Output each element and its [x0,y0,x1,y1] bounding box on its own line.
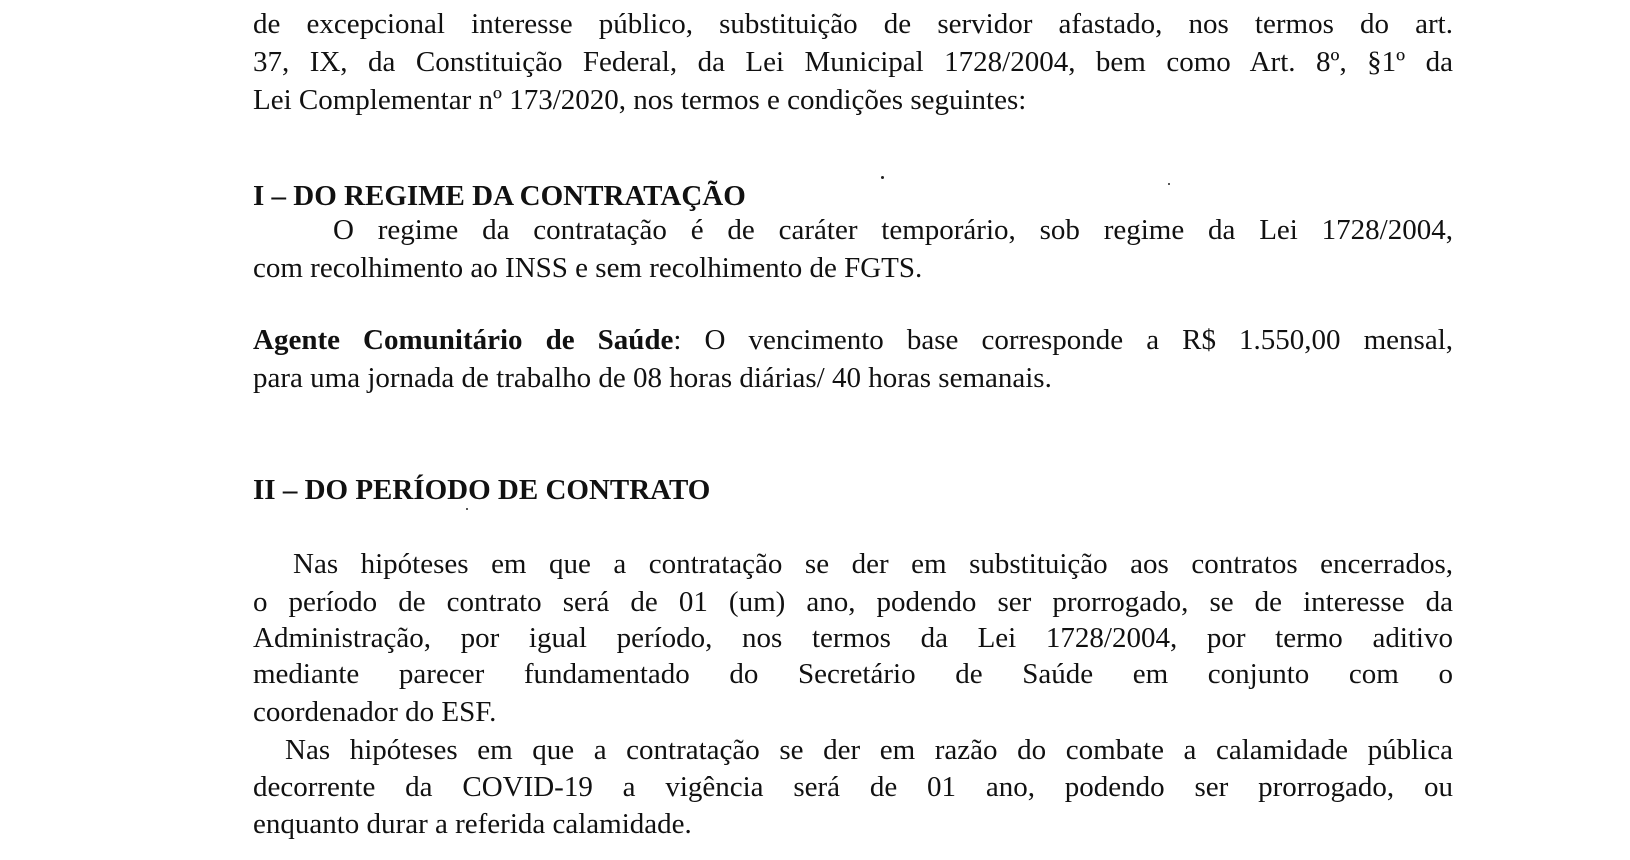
periodo-paragraph1-line-4: mediante parecer fundamentado do Secretário de Saúde em conjunto com o [253,658,1453,690]
agent-paragraph-line-1 [253,326,1453,355]
periodo-paragraph1-line-3: Administração, por igual período, nos termos da Lei 1728/2004, por termo aditivo [253,622,1453,654]
scan-speck [1168,183,1170,185]
periodo-paragraph2-line-3: enquanto durar a referida calamidade. [253,808,692,840]
intro-line-1: de excepcional interesse público, substituição de servidor afastado, nos termos do art. [253,8,1453,40]
regime-paragraph-line-1: O regime da contratação é de caráter temporário, sob regime da Lei 1728/2004, [333,214,1453,246]
agent-text-1: : O vencimento base corresponde a R$ 1.550,00 mensal, [673,324,1453,356]
scan-speck [881,176,884,179]
section-heading-periodo: II – DO PERÍODO DE CONTRATO [253,474,711,506]
periodo-paragraph2-line-1: Nas hipóteses em que a contratação se der em razão do combate a calamidade pública [285,734,1453,766]
document-page [253,0,1453,860]
periodo-paragraph2-line-2: decorrente da COVID-19 a vigência será de 01 ano, podendo ser prorrogado, ou [253,771,1453,803]
regime-paragraph-line-2: com recolhimento ao INSS e sem recolhimento de FGTS. [253,252,923,284]
intro-line-3: Lei Complementar nº 173/2020, nos termos e condições seguintes: [253,84,1027,116]
periodo-paragraph1-line-5: coordenador do ESF. [253,696,497,728]
agent-label: Agente Comunitário de Saúde [253,324,674,356]
agent-paragraph-line-2: para uma jornada de trabalho de 08 horas diárias/ 40 horas semanais. [253,362,1052,394]
scan-speck [466,508,468,510]
section-heading-regime: I – DO REGIME DA CONTRATAÇÃO [253,180,746,212]
periodo-paragraph1-line-1: Nas hipóteses em que a contratação se der em substituição aos contratos encerrados, [293,548,1453,580]
periodo-paragraph1-line-2: o período de contrato será de 01 (um) ano, podendo ser prorrogado, se de interesse da [253,586,1453,618]
intro-line-2: 37, IX, da Constituição Federal, da Lei Municipal 1728/2004, bem como Art. 8º, §1º da [253,46,1453,78]
